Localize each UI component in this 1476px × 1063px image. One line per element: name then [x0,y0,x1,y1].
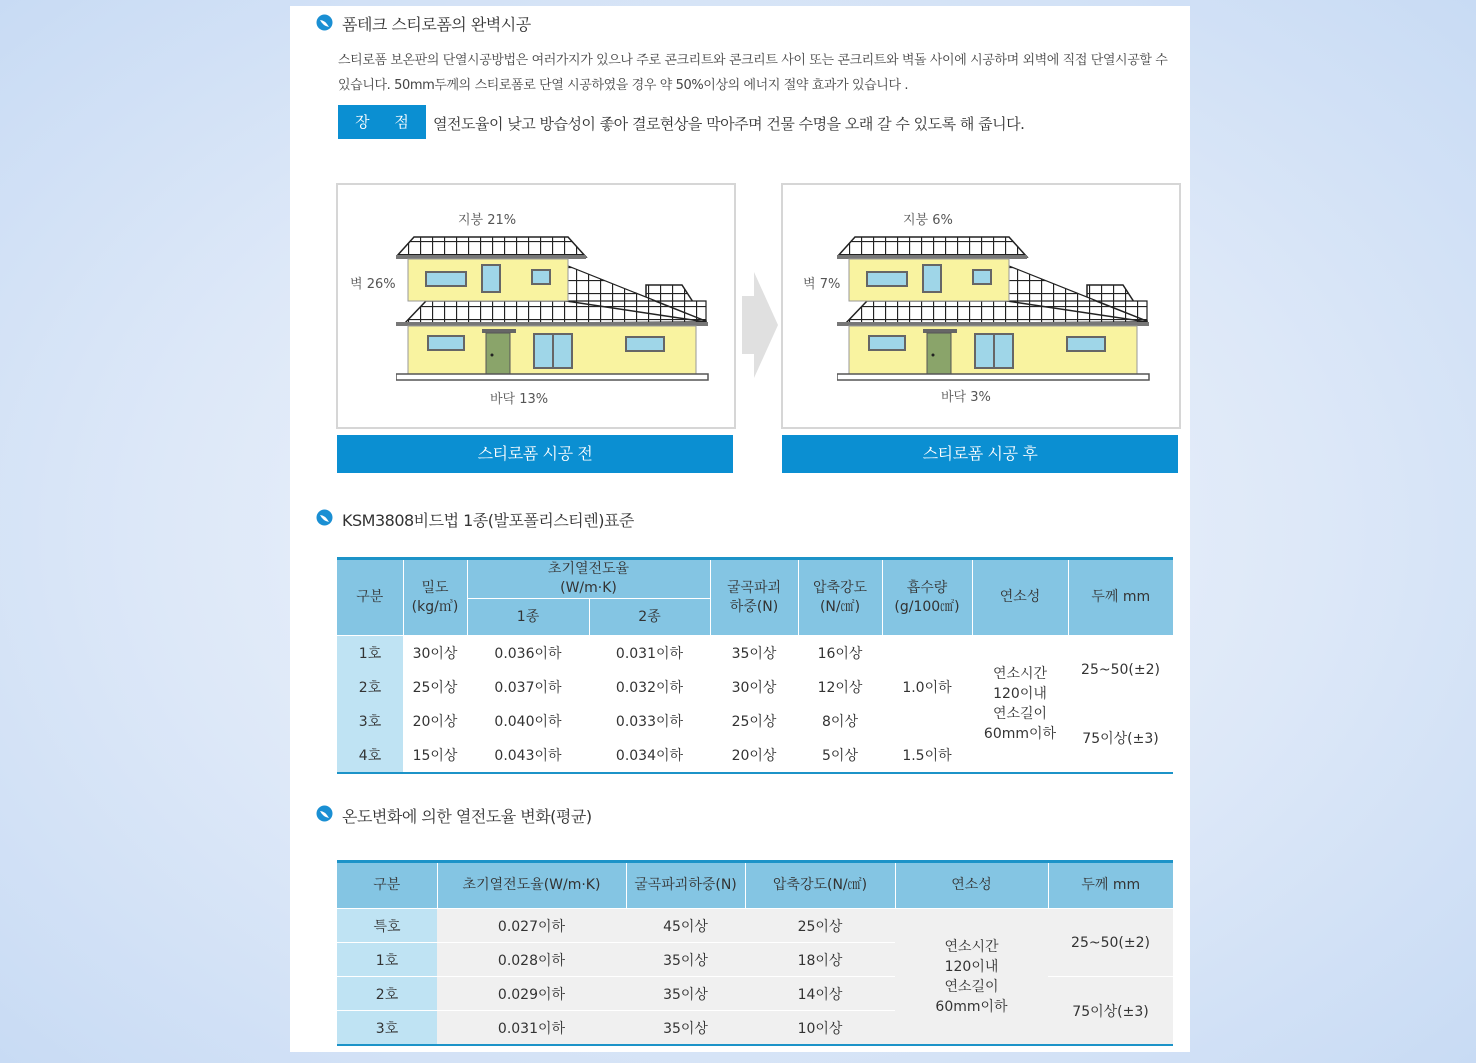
row-name: 2호 [337,670,403,704]
before-roof-label: 지붕 21% [458,213,517,228]
cell-comp: 5이상 [822,748,858,764]
cell-c1: 0.040이하 [494,714,562,730]
cell-flex: 35이상 [731,646,777,662]
cell-flammability: 연소시간 120이내 연소길이 60mm이하 [895,909,1048,1046]
arrow-right-icon [742,272,778,378]
row-name: 1호 [337,943,437,977]
header-type2: 2종 [589,599,710,636]
table-header-row [337,862,1173,909]
cell-comp: 16이상 [817,646,863,662]
cell-density: 30이상 [412,646,458,662]
cell-flex: 35이상 [626,1011,745,1046]
cell-absorb-a: 1.0이하 [902,680,952,696]
cell-thick-b: 75이상(±3) [1082,731,1159,747]
header-flex: 굴곡파괴하중(N) [626,862,745,909]
after-wall-label: 벽 7% [803,277,841,292]
cell-density: 15이상 [412,748,458,764]
cell-flammability: 연소시간 120이내 연소길이 60mm이하 [983,666,1057,742]
cell-flex: 45이상 [626,909,745,943]
cell-thick-a: 25~50(±2) [1081,662,1160,678]
cell-comp: 10이상 [745,1011,895,1046]
cell-density: 25이상 [412,680,458,696]
advantage-text: 열전도율이 낮고 방습성이 좋아 결로현상을 막아주며 건물 수명을 오래 갈 수 있도록 해 줍니다. [433,115,1025,133]
cell-comp: 14이상 [745,977,895,1011]
table-row [337,977,1173,1011]
cell-c2: 0.032이하 [615,680,684,696]
row-name: 3호 [337,1011,437,1046]
section-bullet-icon [316,805,333,822]
table-header-row [337,559,1173,599]
row-name: 1호 [337,636,403,671]
header-density: 밀도 (kg/㎥) [403,559,467,636]
cell-c1: 0.043이하 [494,748,562,764]
after-house-illustration [837,189,1153,383]
header-conductivity: 초기열전도율 (W/m·K) [467,559,710,599]
cell-comp: 25이상 [745,909,895,943]
before-wall-label: 벽 26% [350,277,396,292]
section1-title: 폼테크 스티로폼의 완벽시공 [342,15,531,34]
header-absorption: 흡수량 (g/100㎠) [882,559,972,636]
cell-c2: 0.034이하 [615,748,684,764]
cell-comp: 18이상 [745,943,895,977]
section3-title: 온도변화에 의한 열전도율 변화(평균) [342,807,592,826]
cell-conductivity: 0.031이하 [437,1011,626,1046]
header-thickness: 두께 mm [1048,862,1173,909]
after-illustration [781,183,1181,429]
cell-c2: 0.033이하 [615,714,684,730]
row-name: 특호 [337,909,437,943]
header-conductivity: 초기열전도율(W/m·K) [437,862,626,909]
cell-flex: 30이상 [731,680,777,696]
cell-c2: 0.031이하 [615,646,684,662]
header-thickness: 두께 mm [1068,559,1173,636]
before-caption: 스티로폼 시공 전 [337,435,733,473]
header-gubun: 구분 [337,862,437,909]
header-compression: 압축강도(N/㎠) [745,862,895,909]
section2-title: KSM3808비드법 1종(발포폴리스티렌)표준 [342,511,634,530]
temperature-conductivity-table [337,860,1173,1046]
row-name: 4호 [337,738,403,773]
header-gubun: 구분 [337,559,403,636]
cell-flex: 25이상 [731,714,777,730]
cell-comp: 8이상 [822,714,858,730]
cell-absorb-b: 1.5이하 [902,748,952,764]
cell-conductivity: 0.028이하 [437,943,626,977]
header-flex: 굴곡파괴 하중(N) [710,559,798,636]
section-bullet-icon [316,14,333,31]
content-panel [290,6,1190,1052]
before-illustration [336,183,736,429]
row-name: 2호 [337,977,437,1011]
before-house-illustration [396,189,712,383]
after-floor-label: 바닥 3% [941,390,991,405]
after-roof-label: 지붕 6% [903,213,953,228]
header-compression: 압축강도 (N/㎠) [798,559,882,636]
cell-c1: 0.037이하 [494,680,562,696]
cell-flex: 35이상 [626,943,745,977]
header-flammability: 연소성 [972,559,1068,636]
cell-c1: 0.036이하 [494,646,562,662]
cell-thick-b: 75이상(±3) [1048,977,1173,1046]
table-row [337,909,1173,943]
before-floor-label: 바닥 13% [490,392,549,407]
ksm-standard-table [337,557,1173,774]
table-row [337,636,1173,671]
row-name: 3호 [337,704,403,738]
cell-comp: 12이상 [817,680,863,696]
header-flammability: 연소성 [895,862,1048,909]
cell-flex: 20이상 [731,748,777,764]
cell-density: 20이상 [412,714,458,730]
cell-conductivity: 0.029이하 [437,977,626,1011]
cell-thick-a: 25~50(±2) [1048,909,1173,977]
cell-conductivity: 0.027이하 [437,909,626,943]
intro-paragraph: 스티로폼 보온판의 단열시공방법은 여러가지가 있으나 주로 콘크리트와 콘크리트 사이 또는 콘크리트와 벽돌 사이에 시공하며 외벽에 직접 단열시공할 수 있습니다. 50mm두께의 스티로폼로 단열 시공하였을 경우 약 50%이상의 에너지 절약 효과가 있습니다 . [338,53,1168,93]
advantage-badge: 장 점 [338,105,426,139]
cell-flex: 35이상 [626,977,745,1011]
after-caption: 스티로폼 시공 후 [782,435,1178,473]
header-type1: 1종 [467,599,589,636]
section-bullet-icon [316,509,333,526]
